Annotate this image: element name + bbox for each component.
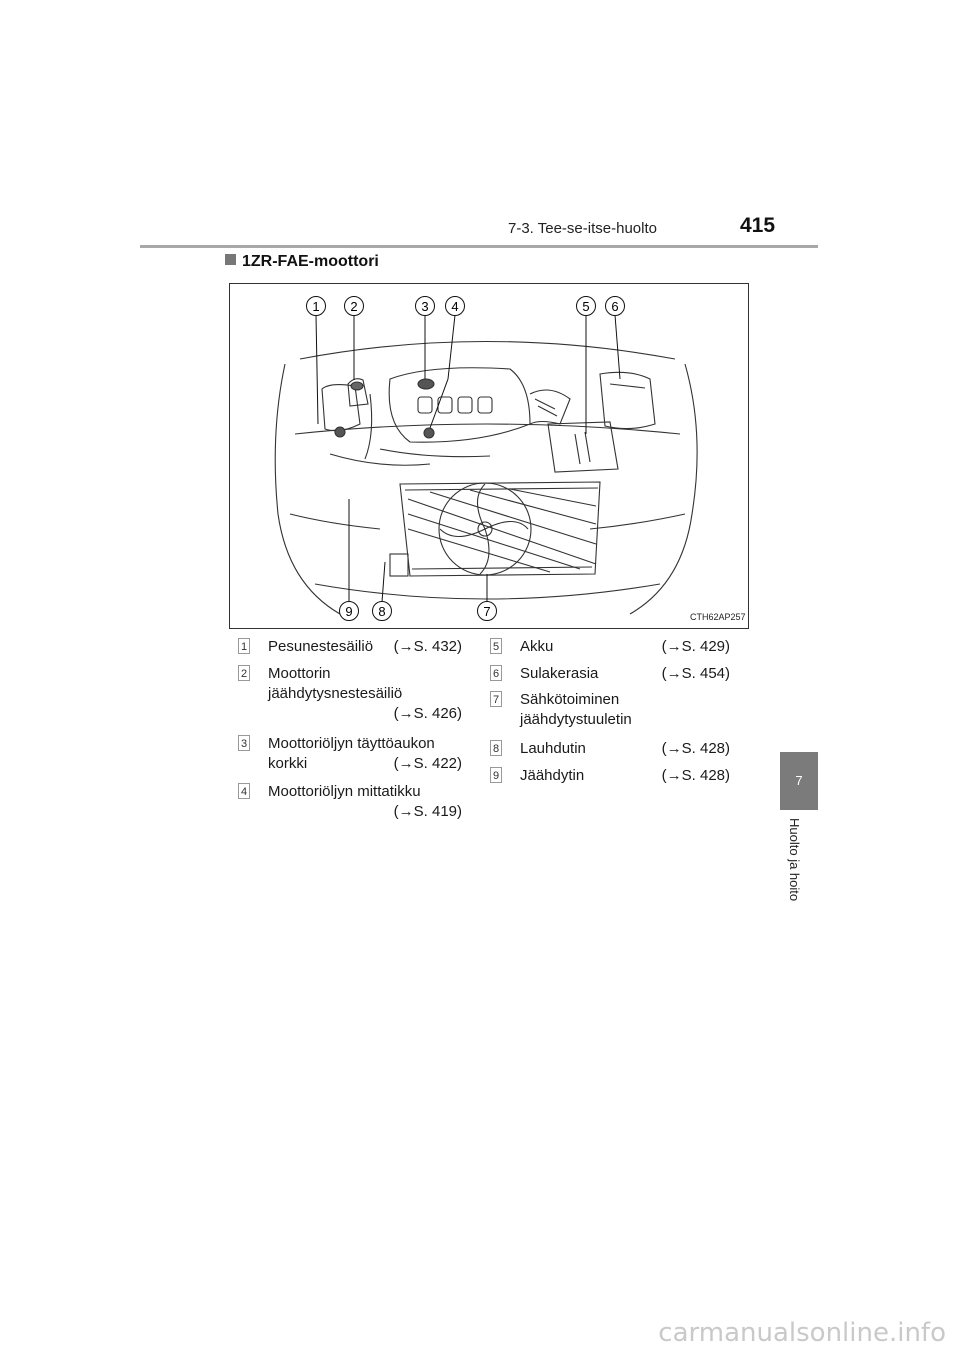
legend-item-2 [238, 664, 462, 724]
battery-shape [548, 422, 618, 472]
legend-item-4 [238, 782, 462, 822]
legend-text-9: Jäähdytin [520, 767, 585, 784]
engine-bay-illustration [230, 284, 748, 628]
legend-ref-8: (→S. 428) [661, 740, 730, 757]
fuse-box-shape [600, 372, 655, 428]
legend-number-1: 1 [238, 638, 250, 654]
engine-bay-figure [229, 283, 749, 629]
legend-text-4: Moottoriöljyn mittatikku [268, 783, 421, 800]
legend-text-2b: jäähdytysnestesäiliö [268, 685, 403, 702]
left-fender-outline [275, 364, 340, 614]
legend-item-8 [490, 739, 730, 759]
legend-text-3b: korkki [268, 755, 308, 772]
svg-text:9: 9 [345, 604, 353, 619]
callout-7 [478, 602, 497, 621]
watermark: carmanualsonline.info [658, 1318, 946, 1348]
svg-text:8: 8 [378, 604, 386, 619]
callout-4 [446, 297, 465, 316]
radiator-shape [400, 482, 600, 576]
legend-number-9: 9 [490, 767, 502, 783]
legend-item-1 [238, 637, 462, 657]
legend-text-2a: Moottorin [268, 665, 331, 682]
legend-text-7b: jäähdytystuuletin [520, 711, 632, 728]
legend-number-5: 5 [490, 638, 502, 654]
washer-tank-shape [322, 385, 360, 431]
legend-number-4: 4 [238, 783, 250, 799]
section-title [225, 253, 379, 271]
legend-text-3a: Moottoriöljyn täyttöaukon [268, 735, 435, 752]
svg-text:3: 3 [421, 299, 429, 314]
callout-9 [340, 602, 359, 621]
legend-number-2: 2 [238, 665, 250, 681]
legend-text-1: Pesunestesäiliö [268, 638, 374, 655]
callout-5 [577, 297, 596, 316]
header-rule [140, 245, 818, 248]
chapter-tab: 7 [780, 752, 818, 810]
svg-text:4: 4 [451, 299, 459, 314]
legend-number-6: 6 [490, 665, 502, 681]
svg-text:5: 5 [582, 299, 590, 314]
legend-text-8: Lauhdutin [520, 740, 586, 757]
legend-number-7: 7 [490, 691, 502, 707]
callout-6 [606, 297, 625, 316]
legend-item-5 [490, 637, 730, 657]
svg-text:7: 7 [483, 604, 491, 619]
legend-ref-5: (→S. 429) [661, 638, 730, 655]
svg-text:6: 6 [611, 299, 619, 314]
header-section-title: 7-3. Tee-se-itse-huolto [508, 220, 657, 237]
legend-item-6 [490, 664, 730, 684]
svg-text:1: 1 [312, 299, 320, 314]
right-fender-outline [630, 364, 697, 614]
figure-code: CTH62AP257 [690, 612, 746, 622]
svg-text:2: 2 [350, 299, 358, 314]
square-bullet-icon [225, 254, 236, 265]
legend-ref-6: (→S. 454) [661, 665, 730, 682]
legend-number-3: 3 [238, 735, 250, 751]
legend-ref-1: (→S. 432) [393, 638, 462, 655]
legend-ref-4: (→S. 419) [393, 803, 462, 820]
callout-8 [373, 602, 392, 621]
legend-ref-9: (→S. 428) [661, 767, 730, 784]
page-number: 415 [740, 214, 776, 237]
section-title-text: 1ZR-FAE-moottori [242, 253, 379, 270]
legend-item-7 [490, 690, 730, 730]
callout-1 [307, 297, 326, 316]
callout-2 [345, 297, 364, 316]
legend-text-6: Sulakerasia [520, 665, 599, 682]
cowl-outline [300, 342, 675, 360]
legend-item-9 [490, 766, 730, 786]
legend-ref-2: (→S. 426) [393, 705, 462, 722]
legend-text-5: Akku [520, 638, 554, 655]
legend-item-3 [238, 734, 462, 774]
legend-number-8: 8 [490, 740, 502, 756]
engine-cover-shape [389, 368, 530, 442]
legend-text-7a: Sähkötoiminen [520, 691, 620, 708]
legend-ref-3: (→S. 422) [393, 755, 462, 772]
chapter-label: Huolto ja hoito [787, 818, 802, 902]
callout-3 [416, 297, 435, 316]
